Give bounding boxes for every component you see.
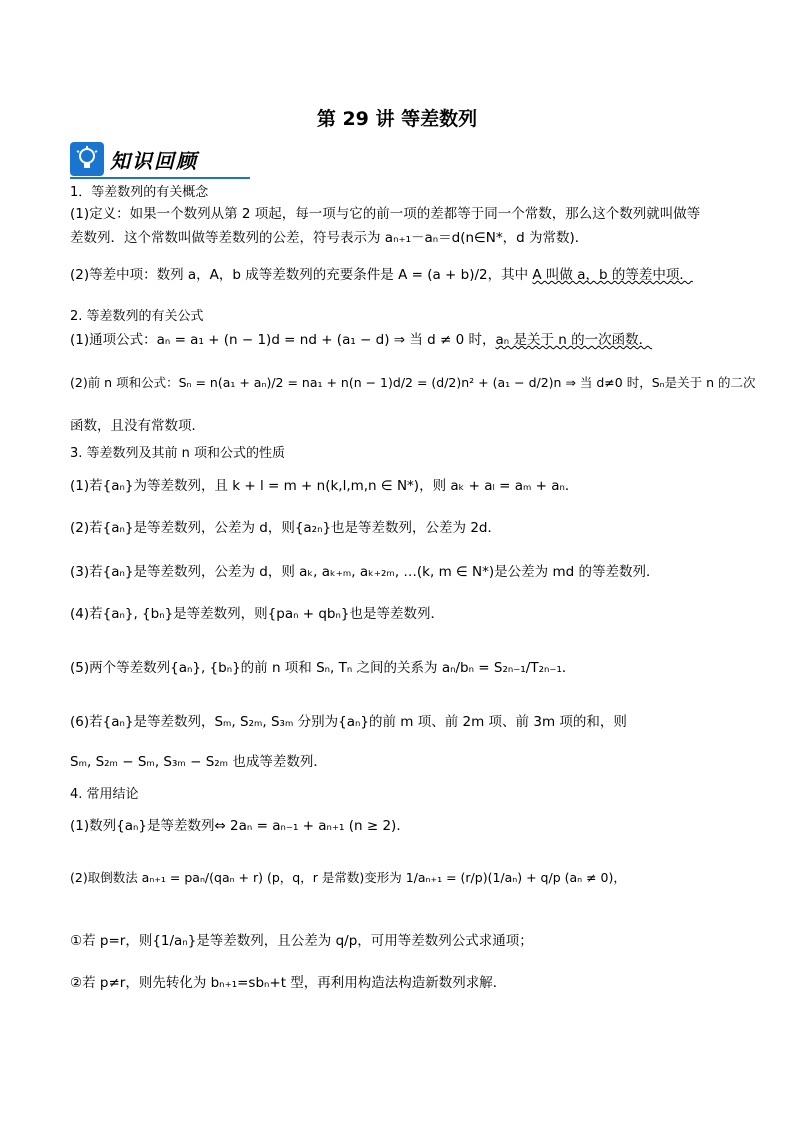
banner-label: 知识回顾: [110, 148, 198, 173]
s3-line-3: (3)若{aₙ}是等差数列，公差为 d，则 aₖ, aₖ₊ₘ, aₖ₊₂ₘ, …(k, m ∈ N*)是公差为 md 的等差数列．: [70, 564, 660, 580]
s1-line-3: [70, 266, 736, 284]
s3-line-4: (4)若{aₙ}, {bₙ}是等差数列，则{paₙ + qbₙ}也是等差数列．: [70, 606, 444, 622]
s4-line-4: ②若 p≠r，则先转化为 bₙ₊₁=sbₙ+t 型，再利用构造法构造新数列求解．: [70, 975, 507, 991]
s1-line-1: (1)定义：如果一个数列从第 2 项起，每一项与它的前一项的差都等于同一个常数，那么这个数列就叫做等: [70, 206, 701, 222]
page-title: 第 29 讲 等差数列: [316, 108, 478, 130]
s1-line-3a: (2)等差中项：数列 a，A，b 成等差数列的充要条件是 A = (a + b)/2，其中: [70, 267, 533, 283]
s3-line-1: (1)若{aₙ}为等差数列，且 k + l = m + n(k,l,m,n ∈ N*)，则 aₖ + aₗ = aₘ + aₙ．: [70, 478, 579, 494]
banner-underline: [70, 177, 250, 179]
s3-line-5: (5)两个等差数列{aₙ}, {bₙ}的前 n 项和 Sₙ, Tₙ 之间的关系为 aₙ/bₙ = S₂ₙ₋₁/T₂ₙ₋₁．: [70, 660, 576, 676]
s4-line-1: (1)数列{aₙ}是等差数列⇔ 2aₙ = aₙ₋₁ + aₙ₊₁ (n ≥ 2)．: [70, 818, 410, 834]
lightbulb-icon: [70, 142, 104, 176]
section-4-heading: 4. 常用结论: [70, 787, 139, 802]
knowledge-review-banner: [70, 141, 198, 177]
s2-line-1a: (1)通项公式：aₙ = a₁ + (n − 1)d = nd + (a₁ − d) ⇒ 当 d ≠ 0 时，: [70, 332, 496, 348]
s4-line-2: (2)取倒数法 aₙ₊₁ = paₙ/(qaₙ + r) (p，q，r 是常数)变形为 1/aₙ₊₁ = (r/p)(1/aₙ) + q/p (aₙ ≠ 0)，: [70, 870, 626, 885]
s3-line-6: (6)若{aₙ}是等差数列，Sₘ, S₂ₘ, S₃ₘ 分别为{aₙ}的前 m 项、前 2m 项、前 3m 项的和，则: [70, 714, 627, 730]
s1-line-3b: A 叫做 a，b 的等差中项．: [532, 267, 693, 283]
s3-line-2: (2)若{aₙ}是等差数列，公差为 d，则{a₂ₙ}也是等差数列，公差为 2d．: [70, 520, 502, 536]
s3-line-7: Sₘ, S₂ₘ − Sₘ, S₃ₘ − S₂ₘ 也成等差数列．: [70, 754, 327, 770]
s2-line-1: [70, 331, 736, 349]
section-3-heading: 3. 等差数列及其前 n 项和公式的性质: [70, 446, 286, 461]
s2-line-2: (2)前 n 项和公式：Sₙ = n(a₁ + aₙ)/2 = na₁ + n(n − 1)d/2 = (d/2)n² + (a₁ − d/2)n ⇒ 当 d≠0 时，Sₙ是关于 n 的二次: [70, 375, 756, 390]
s2-line-3: 函数，且没有常数项．: [70, 418, 205, 434]
s4-line-3: ①若 p=r，则{1/aₙ}是等差数列，且公差为 q/p，可用等差数列公式求通项；: [70, 933, 533, 949]
section-1-heading: 1．等差数列的有关概念: [70, 185, 209, 200]
section-2-heading: 2. 等差数列的有关公式: [70, 309, 204, 324]
s2-line-1b: aₙ 是关于 n 的一次函数．: [495, 332, 653, 348]
s1-line-2: 差数列．这个常数叫做等差数列的公差，符号表示为 aₙ₊₁－aₙ＝d(n∈N*，d 为常数)．: [70, 230, 589, 246]
